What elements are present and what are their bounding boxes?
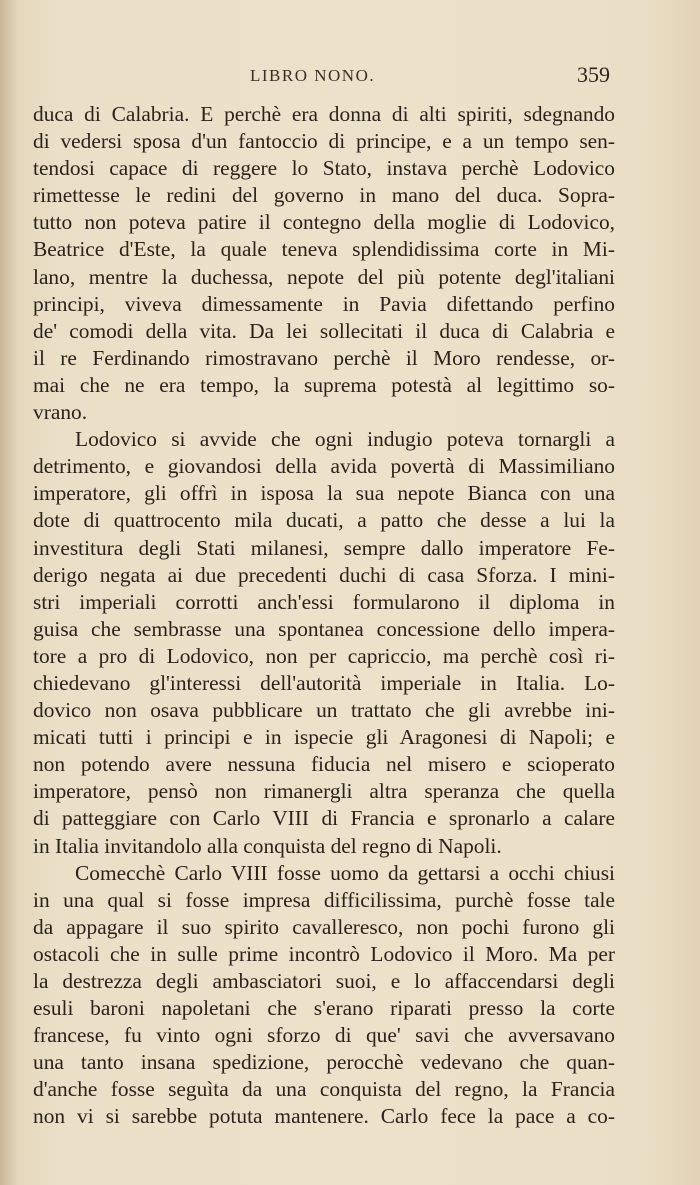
- text-line: lano, mentre la duchessa, nepote del più potente degl'italiani: [33, 264, 615, 289]
- page-number: 359: [577, 62, 610, 87]
- body-text: [33, 101, 615, 1131]
- text-line: di patteggiare con Carlo VIII di Francia e spronarlo a calare: [33, 806, 615, 831]
- paragraph-2: [33, 426, 615, 860]
- text-line: Comecchè Carlo VIII fosse uomo da gettarsi a occhi chiusi: [75, 860, 615, 885]
- text-line: guisa che sembrasse una spontanea concessione dello impera-: [33, 616, 615, 641]
- text-line: la destrezza degli ambasciatori suoi, e lo affaccendarsi degli: [33, 969, 615, 993]
- text-line: dote di quattrocento mila ducati, a patto che desse a lui la: [33, 508, 615, 533]
- page-edge-shadow: [0, 0, 18, 1185]
- text-line: principi, viveva dimessamente in Pavia difettando perfino: [33, 291, 615, 316]
- text-line: di vedersi sposa d'un fantoccio di principe, e a un tempo sen-: [33, 129, 615, 154]
- text-line: derigo negata ai due precedenti duchi di casa Sforza. I mini-: [33, 562, 615, 587]
- text-line: investitura degli Stati milanesi, sempre dallo imperatore Fe-: [33, 535, 615, 560]
- text-line: esuli baroni napoletani che s'erano riparati presso la corte: [33, 996, 615, 1021]
- text-line: una tanto insana spedizione, perocchè vedevano che quan-: [33, 1050, 615, 1075]
- running-head: [0, 62, 700, 92]
- text-line: non potendo avere nessuna fiducia nel misero e scioperato: [33, 752, 615, 777]
- text-line: in Italia invitandolo alla conquista del regno di Napoli.: [33, 833, 502, 858]
- text-line: il re Ferdinando rimostravano perchè il Moro rendesse, or-: [33, 345, 615, 370]
- text-line: micati tutti i principi e in ispecie gli Aragonesi di Napoli; e: [33, 725, 615, 750]
- text-line: tendosi capace di reggere lo Stato, instava perchè Lodovico: [33, 156, 615, 181]
- text-line: rimettesse le redini del governo in mano del duca. Sopra-: [33, 183, 615, 208]
- text-line: tutto non poteva patire il contegno della moglie di Lodovico,: [33, 210, 615, 235]
- paragraph-1: [33, 101, 615, 426]
- text-line: imperatore, gli offrì in isposa la sua nepote Bianca con una: [33, 481, 615, 506]
- text-line: dovico non osava pubblicare un trattato che gli avrebbe ini-: [33, 698, 615, 723]
- text-line: ostacoli che in sulle prime incontrò Lodovico il Moro. Ma per: [33, 941, 615, 966]
- text-line: da appagare il suo spirito cavalleresco, non pochi furono gli: [33, 914, 615, 939]
- running-title: LIBRO NONO.: [250, 66, 376, 85]
- text-line: imperatore, pensò non rimanergli altra speranza che quella: [33, 779, 615, 804]
- text-line: de' comodi della vita. Da lei sollecitati il duca di Calabria e: [33, 318, 615, 343]
- text-line: Beatrice d'Este, la quale teneva splendidissima corte in Mi-: [33, 237, 615, 262]
- text-line: tore a pro di Lodovico, non per capriccio, ma perchè così ri-: [33, 643, 615, 668]
- text-line: francese, fu vinto ogni sforzo di que' savi che avversavano: [33, 1023, 615, 1048]
- text-line: in una qual si fosse impresa difficilissima, purchè fosse tale: [33, 887, 615, 912]
- text-line: mai che ne era tempo, la suprema potestà al legittimo so-: [33, 372, 615, 397]
- text-line: duca di Calabria. E perchè era donna di alti spiriti, sdegnando: [33, 102, 615, 126]
- text-line: non vi si sarebbe potuta mantenere. Carlo fece la pace a co-: [33, 1104, 615, 1129]
- text-line: vrano.: [33, 400, 88, 425]
- text-line: stri imperiali corrotti anch'essi formularono il diploma in: [33, 589, 615, 614]
- paragraph-3: [33, 860, 615, 1131]
- text-line: d'anche fosse seguìta da una conquista del regno, la Francia: [33, 1077, 615, 1102]
- text-line: Lodovico si avvide che ogni indugio poteva tornargli a: [75, 427, 615, 452]
- text-line: detrimento, e giovandosi della avida povertà di Massimiliano: [33, 454, 615, 479]
- text-line: chiedevano gl'interessi dell'autorità imperiale in Italia. Lo-: [33, 670, 615, 695]
